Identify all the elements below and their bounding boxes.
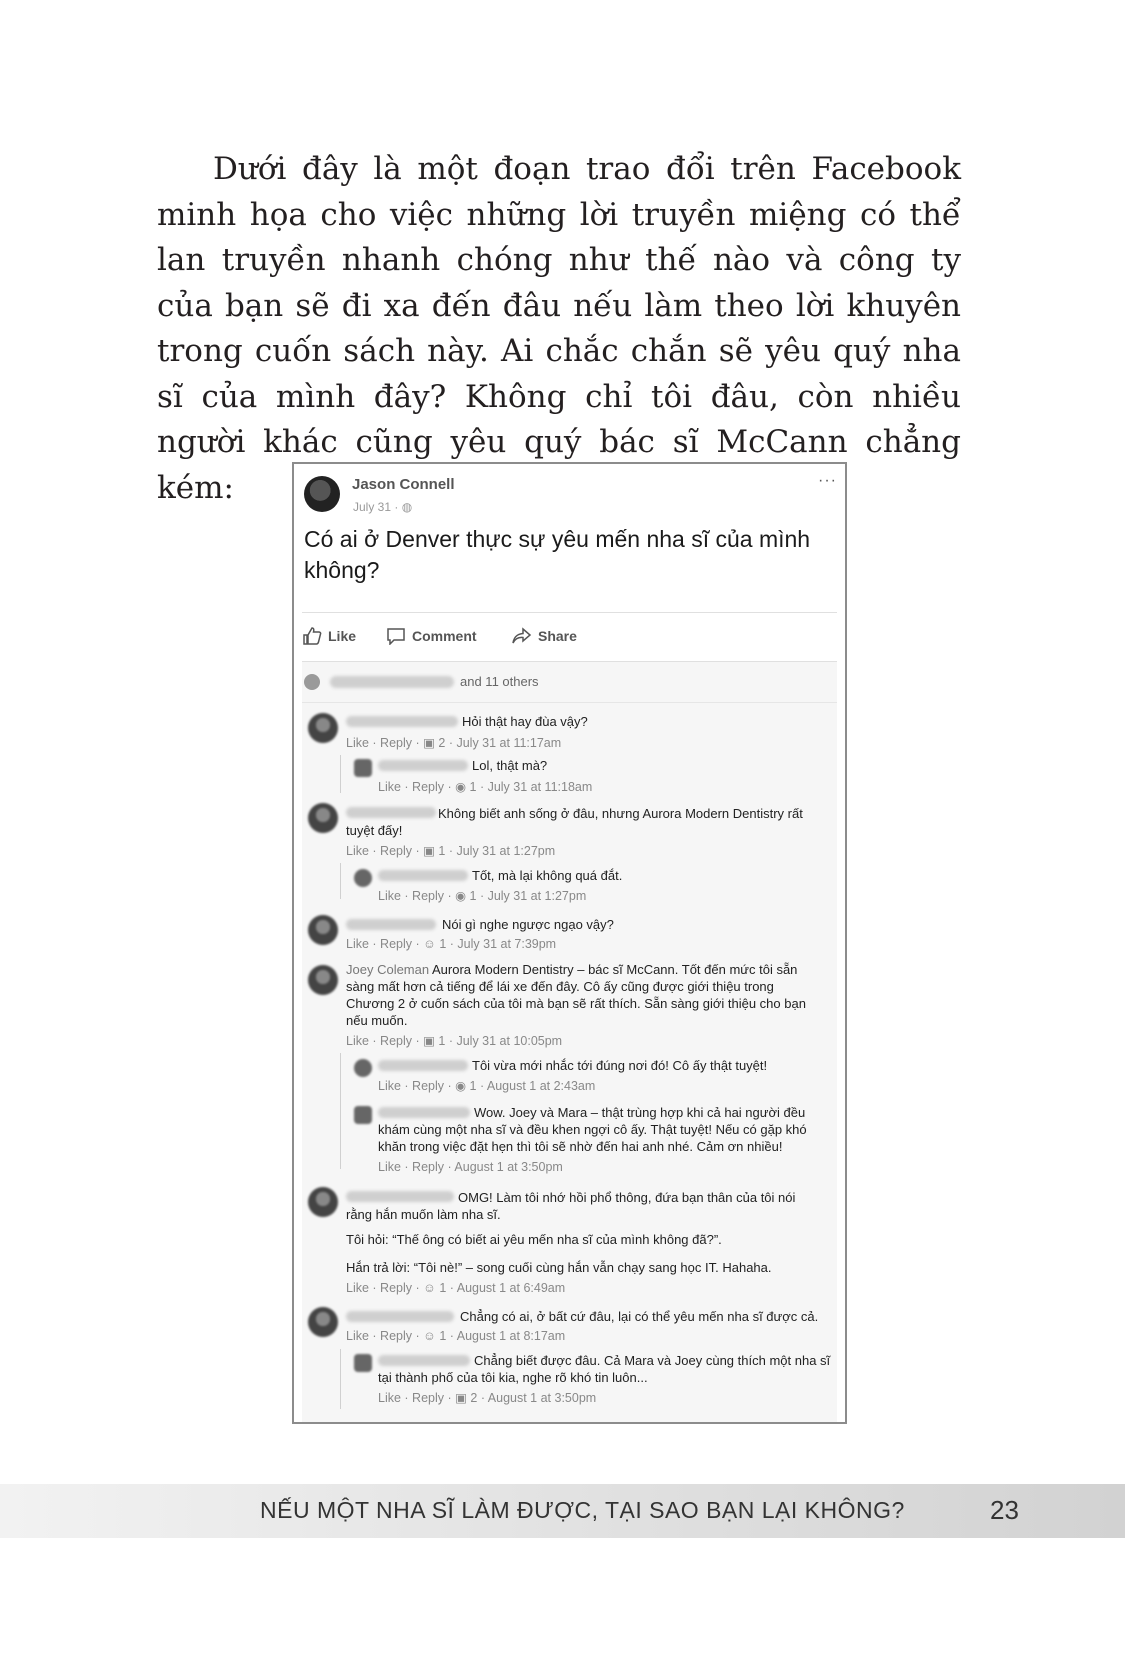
- chapter-title: NẾU MỘT NHA SĨ LÀM ĐƯỢC, TẠI SAO BẠN LẠI KHÔNG?: [260, 1497, 905, 1523]
- comment-text: Tốt, mà lại không quá đắt.: [472, 868, 623, 883]
- comment-text: Lol, thật mà?: [472, 758, 548, 773]
- share-icon: [512, 627, 532, 645]
- comment-meta: Like · Reply · ☺ 1 · August 1 at 6:49am: [346, 1281, 566, 1295]
- reply-line: [340, 1053, 341, 1169]
- facebook-post-screenshot: [292, 462, 847, 1424]
- reaction-icon: ◉: [455, 889, 467, 903]
- comment-button[interactable]: Comment: [386, 627, 477, 645]
- comment-text: Chẳng biết được đâu. Cả Mara và Joey cùng thích một nha sĩ tại thành phố của tôi kia, nghe rõ khó tin luôn...: [378, 1353, 831, 1385]
- share-button[interactable]: Share: [512, 627, 577, 645]
- blurred-name: [378, 760, 468, 771]
- likes-count: and 11 others: [460, 674, 539, 689]
- blurred-name: [378, 1060, 468, 1071]
- post-date: July 31 · ◍: [353, 500, 413, 514]
- reactions-summary[interactable]: [302, 662, 837, 703]
- reply-line: [340, 863, 341, 899]
- post-actions: [302, 612, 837, 662]
- comment-meta: Like · Reply · ▣ 2 · July 31 at 11:17am: [346, 736, 562, 750]
- blurred-name: [378, 870, 468, 881]
- comment-meta: Like · Reply · ▣ 1 · July 31 at 1:27pm: [346, 844, 556, 858]
- reaction-icon: ☺: [423, 1329, 436, 1343]
- comment-text: Joey Coleman Aurora Modern Dentistry – bác sĩ McCann. Tốt đến mức tôi sẵn sàng mất hơn cả tiếng để lái xe đến đây. Cô ấy cũng được giới thiệu trong Chương 2 ở cuốn sách của tôi mà bạn sẽ rất thích. Sẵn sàng giới thiệu cho bạn nếu muốn.: [346, 962, 806, 1028]
- author-avatar[interactable]: [304, 476, 340, 512]
- comment-meta: Like · Reply · ◉ 1 · July 31 at 1:27pm: [378, 889, 587, 903]
- comment-text: Tôi vừa mới nhắc tới đúng nơi đó! Cô ấy thật tuyệt!: [472, 1058, 768, 1073]
- avatar[interactable]: [308, 803, 338, 833]
- comment-meta: Like · Reply · ▣ 1 · July 31 at 10:05pm: [346, 1034, 563, 1048]
- reaction-icon: ◉: [455, 780, 467, 794]
- avatar[interactable]: [354, 759, 372, 777]
- avatar[interactable]: [354, 1354, 372, 1372]
- author-name[interactable]: Jason Connell: [352, 476, 455, 493]
- comment-meta: Like · Reply · ☺ 1 · July 31 at 7:39pm: [346, 937, 557, 951]
- avatar[interactable]: [354, 1106, 372, 1124]
- avatar[interactable]: [354, 869, 372, 887]
- like-button[interactable]: Like: [302, 627, 356, 645]
- comment-text: Hắn trả lời: “Tôi nè!” – song cuối cùng hắn vẫn chạy sang học IT. Hahaha.: [346, 1260, 772, 1275]
- avatar[interactable]: [354, 1059, 372, 1077]
- commenter-name[interactable]: Joey Coleman: [346, 962, 430, 977]
- comment-meta: Like · Reply · ▣ 2 · August 1 at 3:50pm: [378, 1391, 597, 1405]
- comment-meta: Like · Reply · ◉ 1 · August 1 at 2:43am: [378, 1079, 596, 1093]
- comment-meta: Like · Reply · ☺ 1 · August 1 at 8:17am: [346, 1329, 566, 1343]
- avatar[interactable]: [308, 1187, 338, 1217]
- thumbs-up-icon: [302, 627, 322, 645]
- more-options-icon[interactable]: ···: [818, 472, 837, 489]
- comment-text: Wow. Joey và Mara – thật trùng hợp khi cả hai người đều khám cùng một nha sĩ và đều khen ngợi cô ấy. Thật tuyệt! Nếu có gặp khó khăn trong việc đặt hẹn thì tôi sẽ nhờ đến hai anh nhé. Cảm ơn nhiều!: [378, 1105, 807, 1154]
- blurred-name: [346, 716, 458, 727]
- reaction-icon: ▣: [423, 736, 435, 750]
- reaction-icon: ◉: [455, 1079, 467, 1093]
- avatar[interactable]: [308, 1307, 338, 1337]
- reaction-icon: ☺: [423, 937, 436, 951]
- avatar[interactable]: [308, 713, 338, 743]
- post-header: [294, 464, 845, 524]
- reaction-icon: ▣: [423, 1034, 435, 1048]
- avatar[interactable]: [308, 965, 338, 995]
- comment-text: Tôi hỏi: “Thế ông có biết ai yêu mến nha sĩ của mình không đã?”.: [346, 1232, 722, 1247]
- comment-icon: [386, 627, 406, 645]
- reaction-icon: ▣: [455, 1391, 467, 1405]
- comment-text: OMG! Làm tôi nhớ hồi phổ thông, đứa bạn thân của tôi nói rằng hắn muốn làm nha sĩ.: [346, 1190, 796, 1222]
- avatar[interactable]: [308, 915, 338, 945]
- reaction-icon: ☺: [423, 1281, 436, 1295]
- page-footer: [0, 1484, 1125, 1538]
- blurred-name: [330, 676, 454, 688]
- post-text: Có ai ở Denver thực sự yêu mến nha sĩ của mình không?: [304, 526, 811, 583]
- comment-text: Nói gì nghe ngược ngạo vậy?: [442, 917, 614, 932]
- reply-line: [340, 1349, 341, 1409]
- page-number: 23: [990, 1495, 1019, 1525]
- comment-text: Chẳng có ai, ở bất cứ đâu, lại có thể yêu mến nha sĩ được cả.: [460, 1309, 819, 1324]
- globe-icon: ◍: [401, 500, 413, 514]
- comment-text: Không biết anh sống ở đâu, nhưng Aurora Modern Dentistry rất tuyệt đấy!: [346, 806, 803, 838]
- comment-meta: Like · Reply · ◉ 1 · July 31 at 11:18am: [378, 780, 593, 794]
- reply-line: [340, 755, 341, 793]
- blurred-name: [346, 919, 436, 930]
- blurred-name: [346, 1311, 454, 1322]
- intro-paragraph: Dưới đây là một đoạn trao đổi trên Facebook minh họa cho việc những lời truyền miệng có thể lan truyền nhanh chóng như thế nào và công ty của bạn sẽ đi xa đến đâu nếu làm theo lời khuyên trong cuốn sách này. Ai chắc chắn sẽ yêu quý nha sĩ của mình đây? Không chỉ tôi đâu, còn nhiều người khác cũng yêu quý bác sĩ McCann chẳng kém:: [157, 151, 961, 506]
- like-badge-icon: [304, 674, 320, 690]
- comment-meta: Like · Reply · August 1 at 3:50pm: [378, 1160, 563, 1174]
- comment-thread: [302, 703, 837, 1424]
- reaction-icon: ▣: [423, 844, 435, 858]
- comment-text: Hỏi thật hay đùa vậy?: [462, 714, 588, 729]
